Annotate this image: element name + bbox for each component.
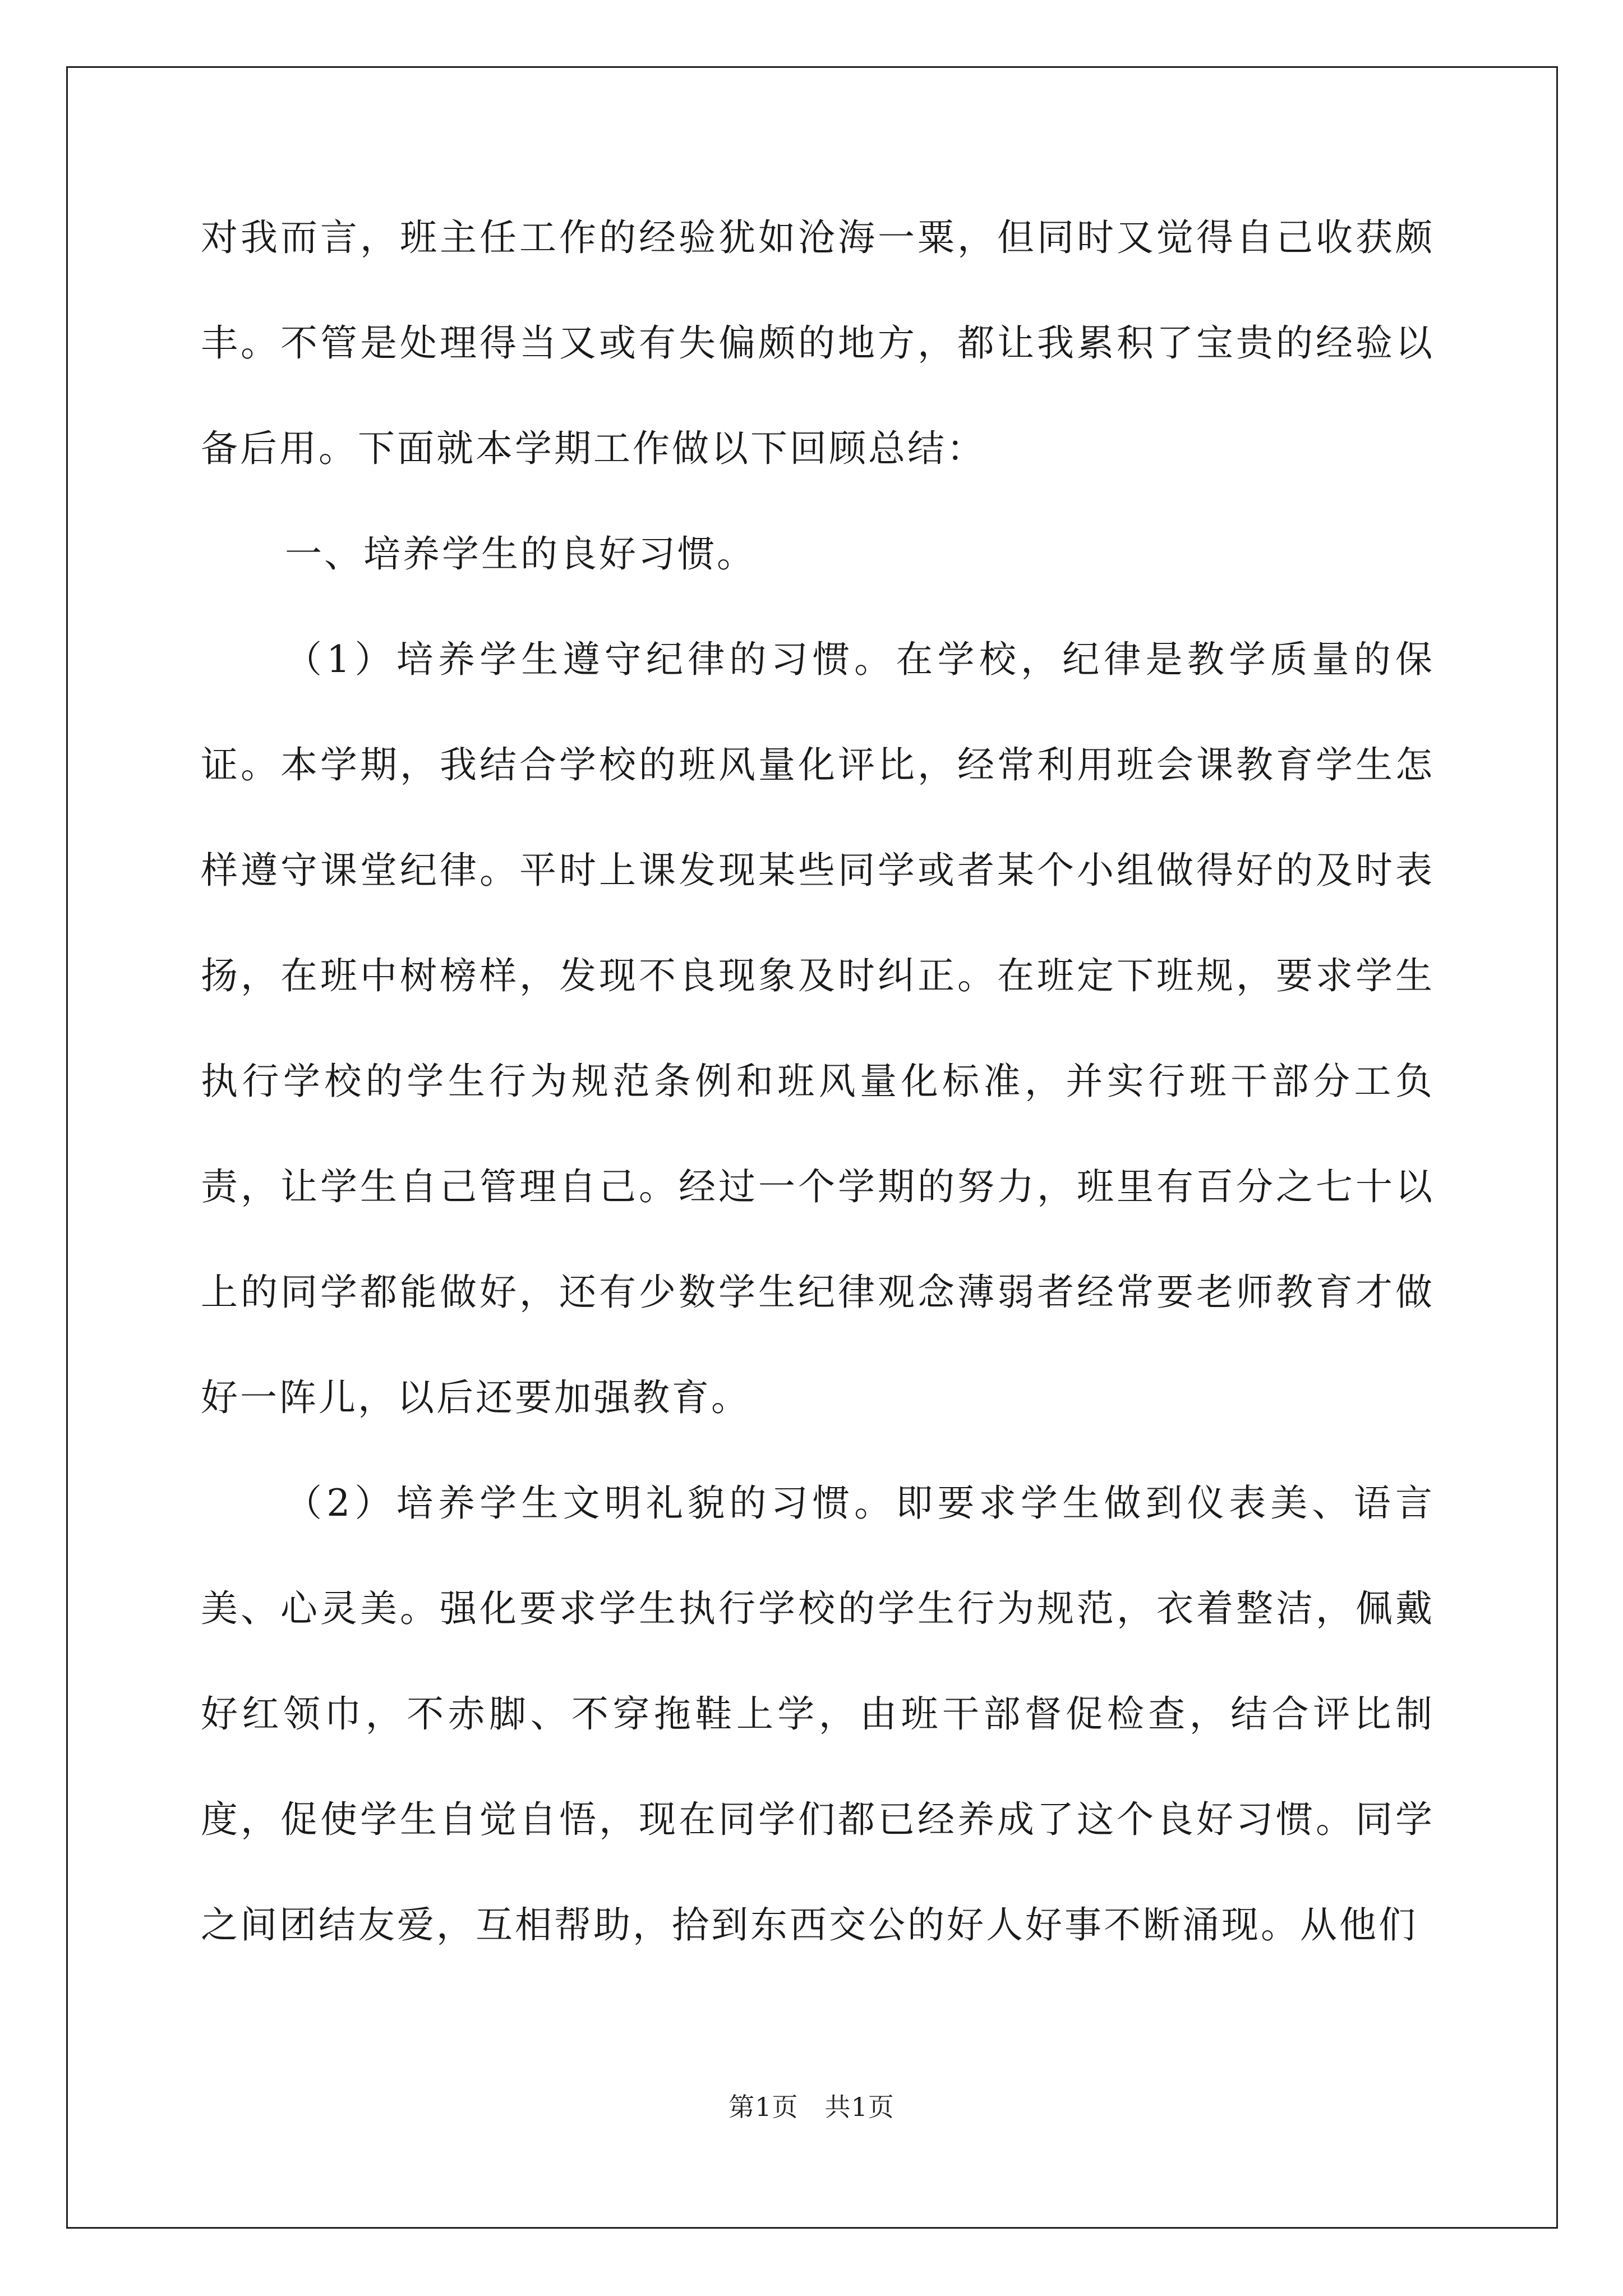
- section-heading: 一、培养学生的良好习惯。: [285, 532, 756, 576]
- document-body: [201, 185, 1435, 1978]
- page-footer: [0, 2087, 1623, 2124]
- page-number: 第1页: [728, 2092, 799, 2122]
- page-total: 共1页: [824, 2092, 895, 2122]
- paragraph-intro: 对我而言，班主任工作的经验犹如沧海一粟，但同时又觉得自己收获颇丰。不管是处理得当又或有失偏颇的地方，都让我累积了宝贵的经验以备后用。下面就本学期工作做以下回顾总结：: [201, 216, 1435, 470]
- paragraph-discipline: （1）培养学生遵守纪律的习惯。在学校，纪律是教学质量的保证。本学期，我结合学校的班风量化评比，经常利用班会课教育学生怎样遵守课堂纪律。平时上课发现某些同学或者某个小组做得好的及时表扬，在班中树榜样，发现不良现象及时纠正。在班定下班规，要求学生执行学校的学生行为规范条例和班风量化标准，并实行班干部分工负责，让学生自己管理自己。经过一个学期的努力，班里有百分之七十以上的同学都能做好，还有少数学生纪律观念薄弱者经常要老师教育才做好一阵儿，以后还要加强教育。: [201, 638, 1435, 1419]
- paragraph-manners: （2）培养学生文明礼貌的习惯。即要求学生做到仪表美、语言美、心灵美。强化要求学生执行学校的学生行为规范，衣着整洁，佩戴好红领巾，不赤脚、不穿拖鞋上学，由班干部督促检查，结合评比制度，促使学生自觉自悟，现在同学们都已经养成了这个良好习惯。同学之间团结友爱，互相帮助，拾到东西交公的好人好事不断涌现。从他们: [201, 1481, 1435, 1947]
